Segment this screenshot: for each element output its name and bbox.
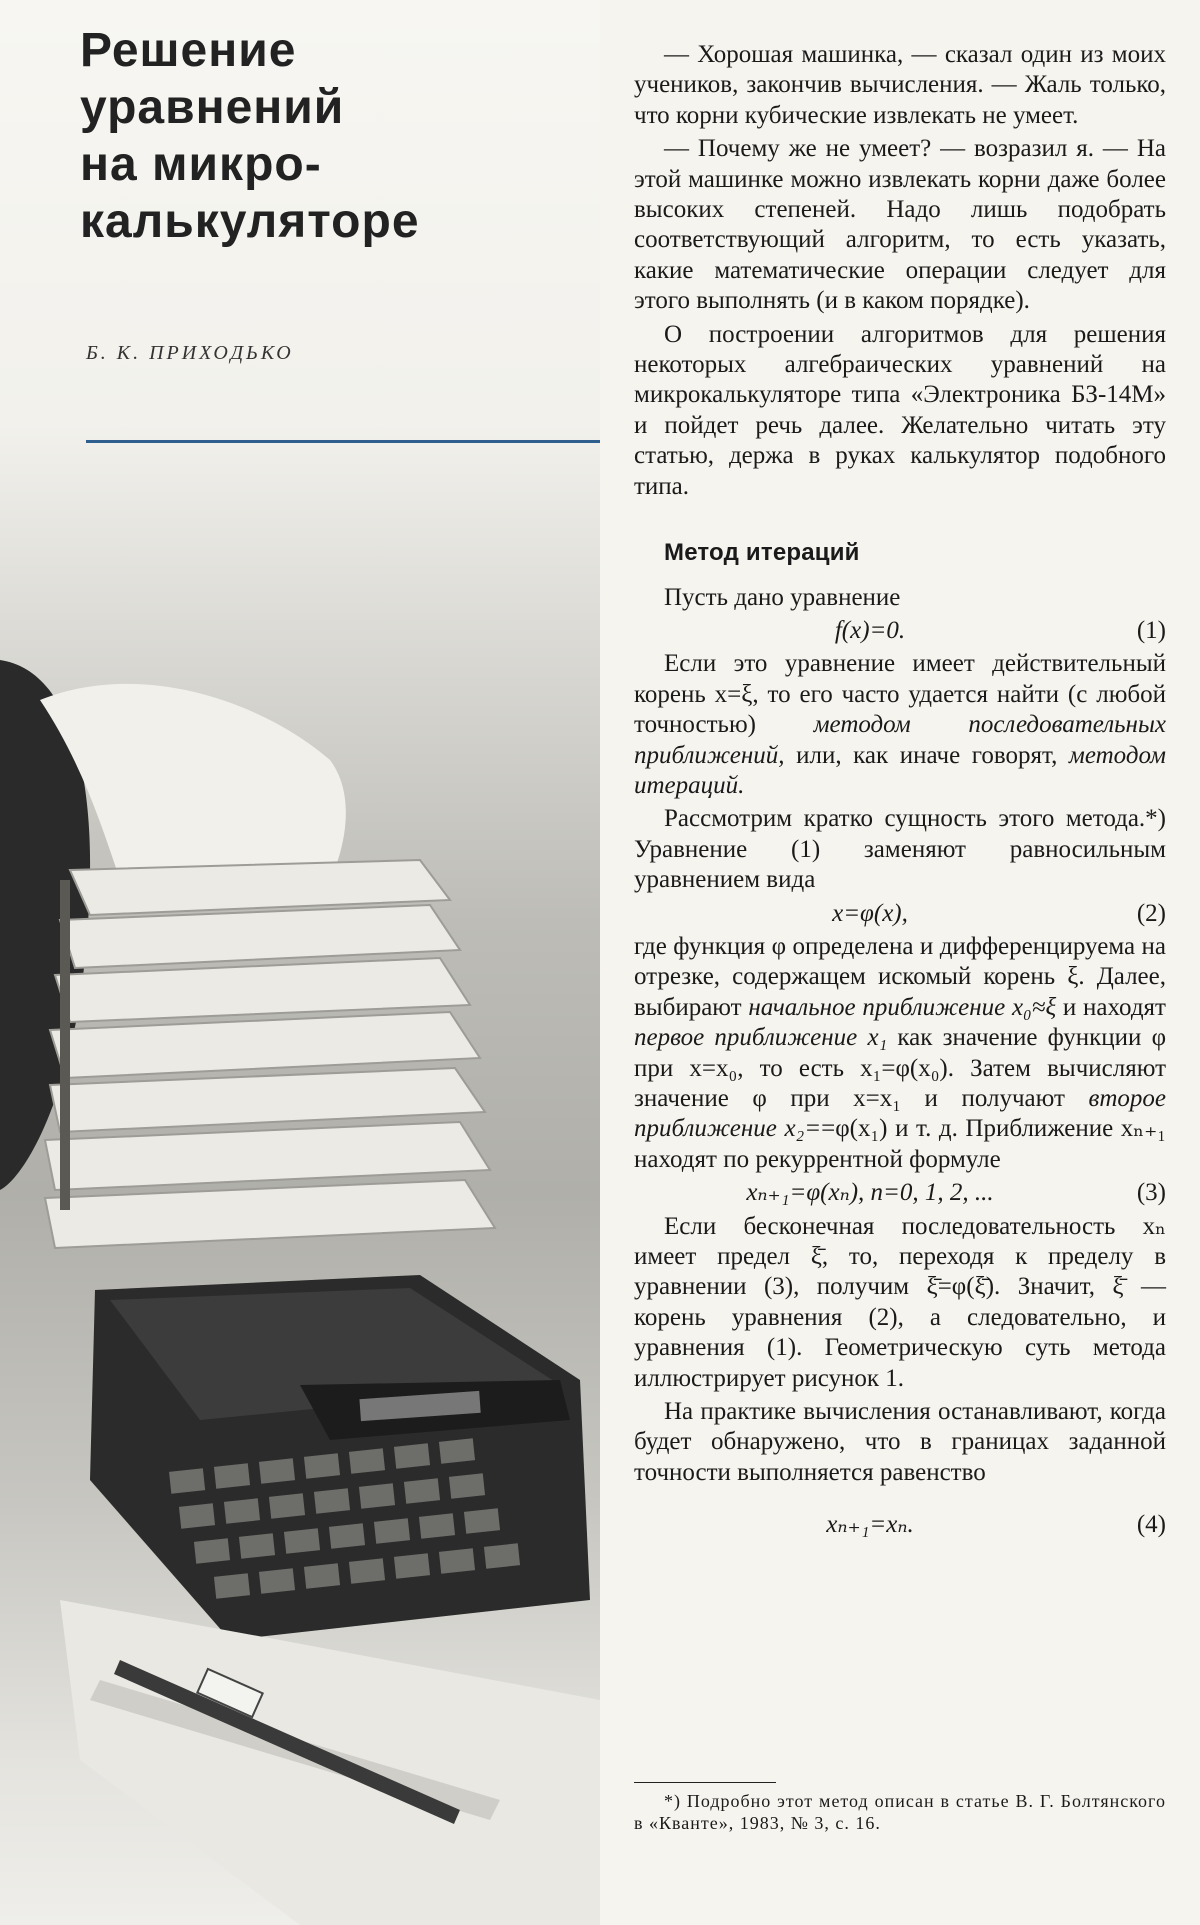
equation-4 xyxy=(634,1510,1166,1540)
equation-3 xyxy=(634,1178,1166,1208)
p5-term-2: методом итераций. xyxy=(634,741,1166,799)
p7-term-3: второе приближение x₂= xyxy=(634,1085,1166,1143)
paragraph-6: Рассмотрим кратко сущность этого метода.*) Уравнение (1) заменяют равносильным уравнением вида xyxy=(634,805,1166,894)
author-name: Б. К. ПРИХОДЬКО xyxy=(86,342,294,364)
equation-4-number: (4) xyxy=(1136,1511,1166,1539)
paragraph-1: — Хорошая машинка, — сказал один из моих учеников, закончив вычисления. — Жаль только, что корни кубические извлекать не умеет. xyxy=(634,41,1166,129)
title-line-2: уравнений xyxy=(80,81,345,134)
equation-4-body: xₙ₊₁=xₙ. xyxy=(826,1511,914,1539)
equation-2-body: x=φ(x), xyxy=(832,899,908,927)
footnote xyxy=(634,1790,1166,1834)
section-heading: Метод итераций xyxy=(664,539,860,567)
equation-2-number: (2) xyxy=(1136,899,1166,927)
p7-text-c: как значение функции φ при x=x₀, то есть x₁=φ(x₀). Затем вычисляют значение φ при x=x₁ и получают xyxy=(634,1024,1166,1112)
paragraph-3: О построении алгоритмов для решения некоторых алгебраических уравнений на микрокалькуляторе типа «Электроника БЗ-14М» и пойдет речь далее. Желательно читать эту статью, держа в руках калькулятор подобного типа. xyxy=(634,320,1166,500)
paragraph-7 xyxy=(634,932,1166,1175)
p5-text-a: Если это уравнение имеет действительный корень x=ξ, то его часто удается найти (с любой точностью) xyxy=(634,650,1166,739)
paragraph-5 xyxy=(634,649,1166,801)
p5-text-b: или, как иначе говорят, xyxy=(784,741,1069,769)
p7-text-b: и находят xyxy=(1056,993,1166,1021)
title-line-4: калькуляторе xyxy=(80,195,420,248)
p7-text-a: где функция φ определена и дифференцируема на отрезке, содержащем искомый корень ξ. Далее, выбирают xyxy=(634,932,1166,1021)
equation-3-number: (3) xyxy=(1136,1179,1166,1207)
article-title xyxy=(80,22,420,250)
footnote-text: *) Подробно этот метод описан в статье В. Г. Болтянского в «Кванте», 1983, № 3, с. 16. xyxy=(634,1791,1166,1833)
equation-3-body: xₙ₊₁=φ(xₙ), n=0, 1, 2, ... xyxy=(746,1179,994,1207)
p7-text-d: =φ(x₁) и т. д. Приближение xₙ₊₁ находят по рекуррентной формуле xyxy=(634,1115,1167,1173)
title-divider xyxy=(86,440,600,443)
p7-term-1: начальное приближение x₀≈ξ xyxy=(748,993,1057,1021)
paragraph-8: Если бесконечная последовательность xₙ имеет предел ξ̄, то, переходя к пределу в уравнении (3), получим ξ̄=φ(ξ̄). Значит, ξ̄ — корень уравнения (2), а следовательно, и уравнения (1). Геометрическую суть метода иллюстрирует рисунок 1. xyxy=(634,1212,1166,1392)
paragraph-2: — Почему же не умеет? — возразил я. — На этой машинке можно извлекать корни даже более высоких степеней. Надо лишь подобрать соответствующий алгоритм, то есть указать, какие математические операции следует для этого выполнять (и в каком порядке). xyxy=(634,135,1166,315)
title-line-1: Решение xyxy=(80,24,297,77)
paragraph-9: На практике вычисления останавливают, когда будет обнаружено, что в границах заданной точности выполняется равенство xyxy=(634,1398,1166,1486)
p7-term-2: первое приближение x₁ xyxy=(634,1024,888,1052)
equation-1-number: (1) xyxy=(1136,616,1166,644)
article-body xyxy=(634,40,1166,1544)
equation-1 xyxy=(634,616,1166,646)
title-line-3: на микро- xyxy=(80,138,322,191)
footnote-divider xyxy=(634,1782,776,1783)
p5-term-1: методом последовательных приближений, xyxy=(634,711,1166,769)
equation-1-body: f(x)=0. xyxy=(834,616,906,644)
paragraph-4: Пусть дано уравнение xyxy=(664,583,901,611)
equation-2 xyxy=(634,899,1166,929)
